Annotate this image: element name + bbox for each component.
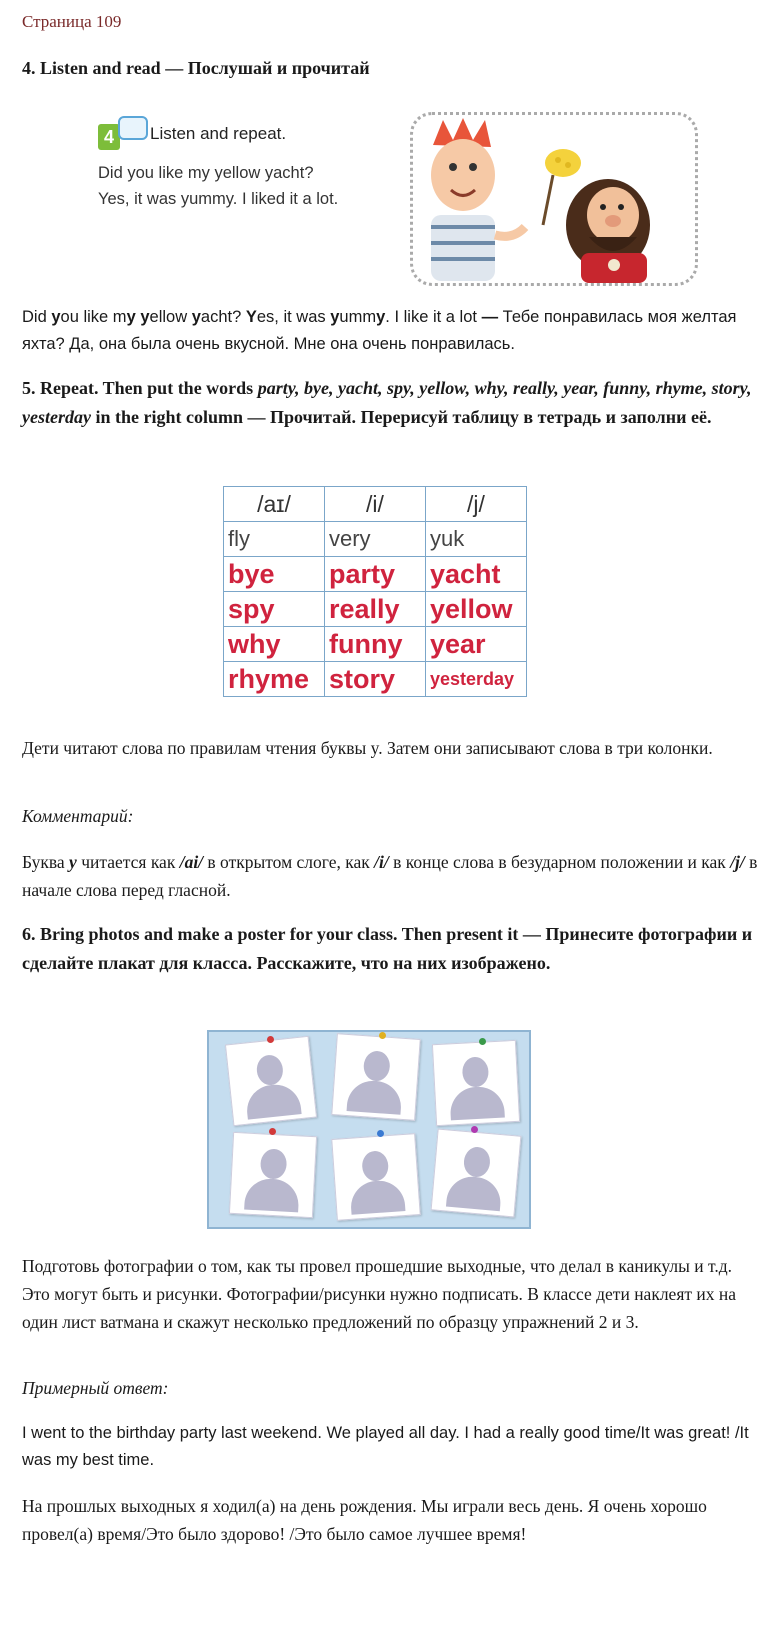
table-cell: why: [224, 627, 325, 662]
cartoon-illustration: [410, 112, 698, 286]
table-cell: story: [325, 662, 426, 697]
pin-icon: [471, 1126, 478, 1133]
photo-placeholder: [432, 1040, 520, 1126]
table-header: /aɪ/: [224, 487, 325, 522]
pin-icon: [269, 1128, 276, 1135]
photo-placeholder: [331, 1033, 421, 1121]
photo-placeholder: [229, 1132, 317, 1218]
exercise-badge: 4: [98, 124, 120, 150]
y-sounds-table: [223, 486, 527, 697]
ex4-heading: 4. Listen and read — Послушай и прочитай: [22, 58, 370, 78]
photo-placeholder: [431, 1128, 522, 1217]
table-row: [224, 662, 527, 697]
listen-line-1: Did you like my yellow yacht?: [98, 164, 314, 182]
pin-icon: [377, 1130, 384, 1137]
table-cell: funny: [325, 627, 426, 662]
listen-block: [98, 112, 698, 302]
ex5-explanation: Дети читают слова по правилам чтения буквы y. Затем они записывают слова в три колонки.: [22, 738, 713, 758]
photo-placeholder: [331, 1133, 421, 1221]
ex4-translation: Did you like my yellow yacht? Yes, it was yummy. I like it a lot — Тебе понравилась моя желтая яхта? Да, она была очень вкусной. Мне она очень понравилась.: [22, 308, 737, 353]
table-cell: fly: [224, 522, 325, 557]
table-row: [224, 627, 527, 662]
table-header-row: [224, 487, 527, 522]
table-cell: rhyme: [224, 662, 325, 697]
pin-icon: [379, 1032, 386, 1039]
ex5-comment: Буква y читается как /ai/ в открытом слоге, как /i/ в конце слова в безударном положении и как /j/ в начале слова перед гласной.: [22, 852, 758, 900]
pin-icon: [267, 1036, 274, 1043]
table-cell: yacht: [426, 557, 527, 592]
sample-answer-label: Примерный ответ:: [22, 1378, 169, 1398]
table-cell: year: [426, 627, 527, 662]
table-row: [224, 557, 527, 592]
listen-line-2: Yes, it was yummy. I liked it a lot.: [98, 190, 339, 208]
table-cell: really: [325, 592, 426, 627]
table-cell: spy: [224, 592, 325, 627]
table-row: [224, 592, 527, 627]
sample-answer-english: I went to the birthday party last weekend. We played all day. I had a really good time/It was great! /It was my best time.: [22, 1424, 749, 1469]
speech-bubble-icon: [118, 116, 148, 140]
pin-icon: [479, 1038, 486, 1045]
table-header: /i/: [325, 487, 426, 522]
page-title: Страница 109: [22, 12, 122, 31]
table-cell: yuk: [426, 522, 527, 557]
table-cell: very: [325, 522, 426, 557]
table-cell: yellow: [426, 592, 527, 627]
table-header: /j/: [426, 487, 527, 522]
table-example-row: [224, 522, 527, 557]
listen-title: Listen and repeat.: [150, 124, 287, 143]
table-cell: bye: [224, 557, 325, 592]
comment-label: Комментарий:: [22, 806, 134, 826]
table-cell: yesterday: [426, 662, 527, 697]
ex6-heading: 6. Bring photos and make a poster for your class. Then present it — Принесите фотографии и сделайте плакат для класса. Расскажите, что на них изображено.: [22, 924, 753, 973]
cartoon-characters-icon: [413, 115, 695, 283]
sample-answer-russian: На прошлых выходных я ходил(а) на день рождения. Мы играли весь день. Я очень хорошо провел(а) время/Это было здорово! /Это было самое лучшее время!: [22, 1496, 707, 1544]
photo-placeholder: [225, 1036, 317, 1126]
poster-illustration: [207, 1030, 531, 1229]
table-cell: party: [325, 557, 426, 592]
ex5-heading: 5. Repeat. Then put the words party, bye, yacht, spy, yellow, why, really, year, funny, rhyme, story, yesterday in the right column — Прочитай. Перерисуй таблицу в тетрадь и заполни её.: [22, 378, 752, 427]
ex6-explanation: Подготовь фотографии о том, как ты провел прошедшие выходные, что делал в каникулы и т.д. Это могут быть и рисунки. Фотографии/рисунки нужно подписать. В классе дети наклеят их на один лист ватмана и скажут несколько предложений по образцу упражнений 2 и 3.: [22, 1256, 737, 1332]
